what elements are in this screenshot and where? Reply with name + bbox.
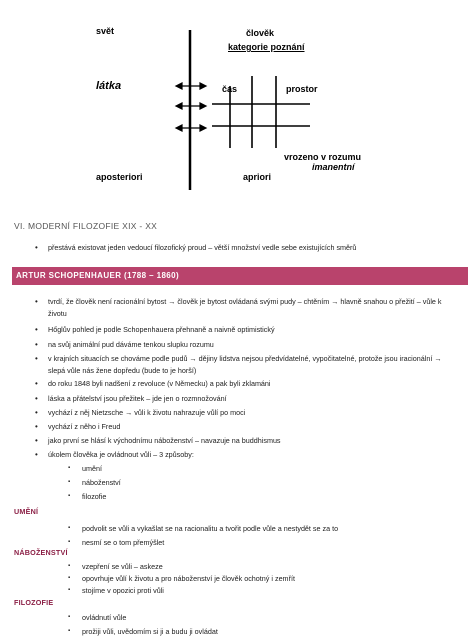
umeni-item-2: ▪ nesmí se o tom přemýšlet bbox=[82, 537, 164, 549]
prostor-label: prostor bbox=[286, 84, 318, 94]
clovek-label: člověk bbox=[246, 28, 275, 38]
bullet-6: • láska a přátelství jsou přežitek – jde jen o rozmnožování bbox=[48, 393, 448, 405]
nabozenstvi-item-2: ▪ opovrhuje vůlí k životu a pro náboženství je člověk ochotný i zemřít bbox=[82, 573, 295, 585]
filozofie-heading: FILOZOFIE bbox=[14, 598, 54, 607]
nabozenstvi-heading: NÁBOŽENSTVÍ bbox=[14, 548, 68, 557]
latka-label: látka bbox=[96, 80, 122, 92]
bullet-8: • vychází z něho i Freud bbox=[48, 421, 448, 433]
vrozeno-label: vrozeno v rozumu bbox=[284, 152, 362, 162]
aposteriori-label: aposteriori bbox=[96, 172, 143, 182]
svet-label: svět bbox=[96, 26, 115, 36]
imanentni-label: imanentní bbox=[312, 162, 355, 172]
filozofie-item-1: ▪ ovládnutí vůle bbox=[82, 612, 126, 624]
apriori-label: apriori bbox=[243, 172, 272, 182]
way-filozofie: ▪ filozofie bbox=[82, 491, 106, 503]
bullet-4: • v krajních situacích se chováme podle pudů → dějiny lidstva nejsou předvídatelné, vypočitatelné, protože jsou iracionální → slepá vůle nás žene dopředu (bude to je horší) bbox=[48, 353, 448, 376]
bullet-9: • jako první se hlásí k východnímu náboženství – navazuje na buddhismus bbox=[48, 435, 448, 447]
banner-title: ARTUR SCHOPENHAUER (1788 – 1860) bbox=[16, 271, 180, 280]
bullet-2: • Hőglův pohled je podle Schopenhauera přehnaně a naivně optimistický bbox=[48, 324, 448, 336]
kategorie-label: kategorie poznání bbox=[228, 42, 305, 52]
knowledge-diagram bbox=[0, 0, 471, 200]
way-umeni: ▪ umění bbox=[82, 463, 102, 475]
bullet-5: • do roku 1848 byli nadšení z revoluce (v Německu) a pak byli zklamáni bbox=[48, 378, 448, 390]
bullet-1: • tvrdí, že člověk není racionální bytost → člověk je bytost ovládaná svými pudy – chtěním → hlavně snahou o přežití – vůle k životu bbox=[48, 296, 448, 319]
diagram-lines bbox=[0, 0, 471, 200]
nabozenstvi-item-3: ▪ stojíme v opozici proti vůli bbox=[82, 585, 164, 597]
schopenhauer-banner bbox=[12, 267, 468, 285]
bullet-7: • vychází z něj Nietzsche → vůli k životu nahrazuje vůlí po moci bbox=[48, 407, 448, 419]
bullet-10: • úkolem člověka je ovládnout vůli – 3 způsoby: bbox=[48, 449, 448, 461]
bullet-3: • na svůj animální pud dáváme tenkou slupku rozumu bbox=[48, 339, 448, 351]
section-title: VI. MODERNÍ FILOZOFIE XIX - XX bbox=[14, 221, 158, 231]
nabozenstvi-item-1: ▪ vzepření se vůli – askeze bbox=[82, 561, 163, 573]
filozofie-item-2: ▪ prožiji vůli, uvědomím si ji a budu ji ovládat bbox=[82, 626, 218, 638]
intro-bullet: • přestává existovat jeden vedoucí filozofický proud – větší množství vedle sebe existujících směrů bbox=[48, 242, 448, 254]
umeni-item-1: ▪ podvolit se vůli a vykašlat se na racionalitu a tvořit podle vůle a nestydět se za to bbox=[82, 523, 338, 535]
cas-label: čas bbox=[222, 84, 238, 94]
way-nabozenstvi: ▪ náboženství bbox=[82, 477, 121, 489]
umeni-heading: UMĚNÍ bbox=[14, 507, 39, 516]
